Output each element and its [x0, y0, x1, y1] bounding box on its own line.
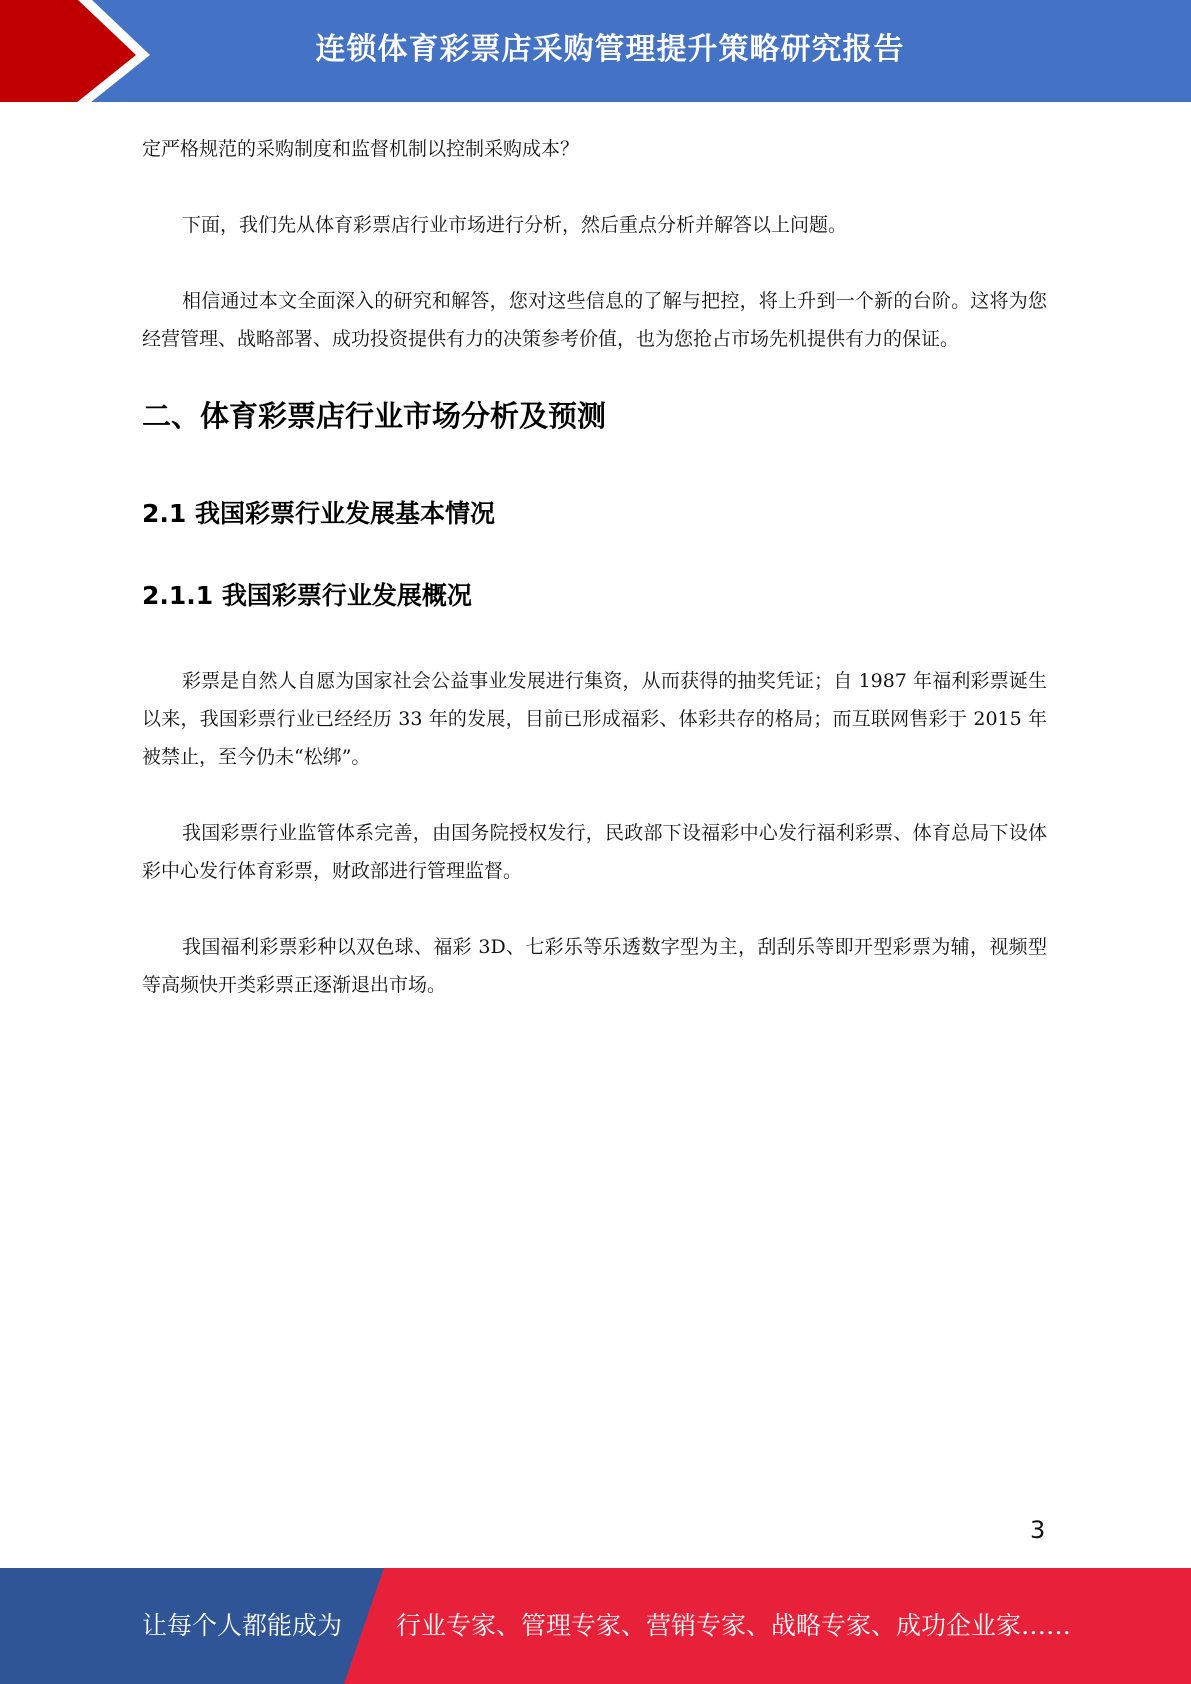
footer-banner — [0, 1568, 1191, 1684]
subsection-heading: 2.1 我国彩票行业发展基本情况 — [142, 499, 495, 528]
paragraph-continued: 定严格规范的采购制度和监督机制以控制采购成本？ — [142, 138, 580, 160]
subsubsection-heading: 2.1.1 我国彩票行业发展概况 — [142, 581, 472, 610]
paragraph-intro: 下面，我们先从体育彩票店行业市场进行分析，然后重点分析并解答以上问题。 — [182, 214, 848, 236]
report-title: 连锁体育彩票店采购管理提升策略研究报告 — [315, 32, 905, 67]
section-heading: 二、体育彩票店行业市场分析及预测 — [142, 399, 607, 433]
paragraph-lottery-overview: 彩票是自然人自愿为国家社会公益事业发展进行集资，从而获得的抽奖凭证；自 1987 年福利彩票诞生以来，我国彩票行业已经经历 33 年的发展，目前已形成福彩、体彩共存的格局；而互联网售彩于 2015 年被禁止，至今仍未“松绑”。 — [142, 670, 1047, 768]
paragraph-value: 相信通过本文全面深入的研究和解答，您对这些信息的了解与把控，将上升到一个新的台阶。这将为您经营管理、战略部署、成功投资提供有力的决策参考价值，也为您抢占市场先机提供有力的保证。 — [142, 290, 1047, 350]
header-bottom-strip — [0, 102, 1191, 111]
page-number: 3 — [1030, 1516, 1046, 1544]
document-body — [142, 130, 1047, 1004]
footer-slogan-left: 让每个人都能成为 — [142, 1611, 343, 1640]
paragraph-welfare-lottery: 我国福利彩票彩种以双色球、福彩 3D、七彩乐等乐透数字型为主，刮刮乐等即开型彩票为辅，视频型等高频快开类彩票正逐渐退出市场。 — [142, 936, 1047, 996]
footer-slogan-right: 行业专家、管理专家、营销专家、战略专家、成功企业家…… — [396, 1611, 1072, 1640]
paragraph-regulation: 我国彩票行业监管体系完善，由国务院授权发行，民政部下设福彩中心发行福利彩票、体育总局下设体彩中心发行体育彩票，财政部进行管理监督。 — [142, 822, 1047, 882]
header-banner — [0, 0, 1191, 111]
